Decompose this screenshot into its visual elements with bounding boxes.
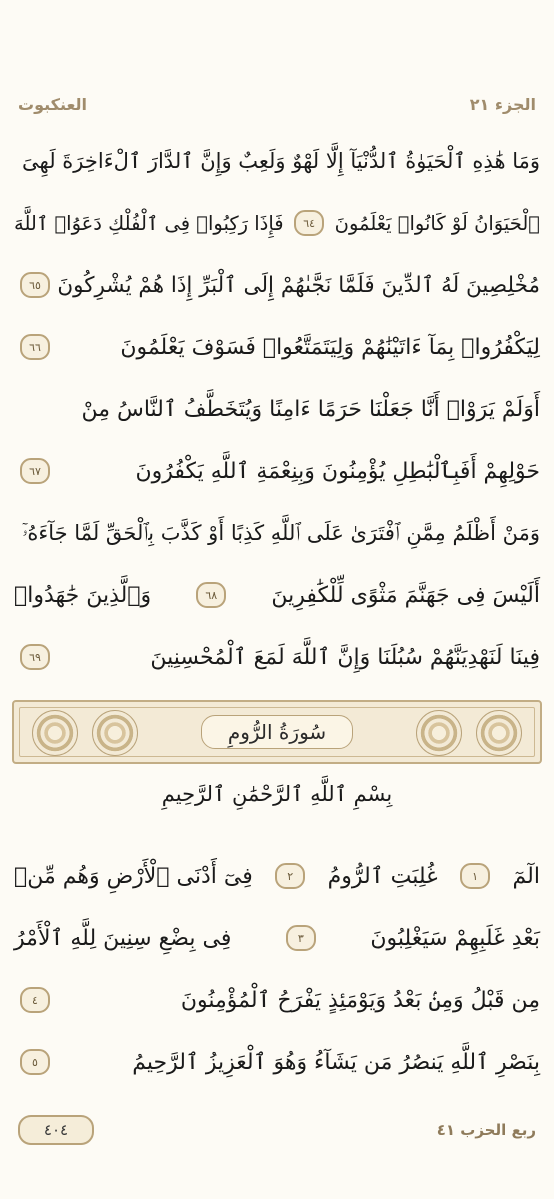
verse-text: مُخْلِصِينَ لَهُ ٱلدِّينَ فَلَمَّا نَجَّىٰهُمْ إِلَى ٱلْبَرِّ إِذَا هُمْ يُشْرِكُونَ — [57, 272, 540, 298]
ayah-number-marker: ٦٥ — [20, 272, 50, 298]
ayah-number-marker: ٤ — [20, 987, 50, 1013]
rosette-ornament-icon — [32, 710, 78, 756]
ayah-number-marker: ٦٦ — [20, 334, 50, 360]
verse-text: فِىٓ أَدْنَى ٱلْأَرْضِ وَهُم مِّنۢ — [14, 863, 253, 889]
verse-line — [14, 440, 540, 502]
ayah-number-marker: ٦٩ — [20, 644, 50, 670]
verse-line — [14, 845, 540, 907]
verse-text: مِن قَبْلُ وَمِنۢ بَعْدُ وَيَوْمَئِذٍ يَفْرَحُ ٱلْمُؤْمِنُونَ — [180, 987, 540, 1013]
verse-text: فِينَا لَنَهْدِيَنَّهُمْ سُبُلَنَا وَإِنَّ ٱللَّهَ لَمَعَ ٱلْمُحْسِنِينَ — [150, 644, 540, 670]
juz-label: الجزء ٢١ — [469, 94, 536, 114]
verse-line — [14, 130, 540, 192]
rosette-ornament-icon — [416, 710, 462, 756]
page-number-badge — [18, 1115, 94, 1145]
verse-text: وَٱلَّذِينَ جَٰهَدُوا۟ — [14, 582, 152, 608]
ayah-number-marker: ٣ — [286, 925, 316, 951]
ayah-number-marker: ٦٤ — [294, 210, 324, 236]
page-header — [18, 90, 536, 118]
verse-line — [14, 969, 540, 1031]
verse-text: أَوَلَمْ يَرَوْا۟ أَنَّا جَعَلْنَا حَرَمًا ءَامِنًا وَيُتَخَطَّفُ ٱلنَّاسُ مِنْ — [81, 396, 540, 422]
verse-line — [14, 564, 540, 626]
verse-line — [14, 254, 540, 316]
page-number: ٤٠٤ — [43, 1121, 69, 1139]
rosette-ornament-icon — [92, 710, 138, 756]
verse-text: فِى بِضْعِ سِنِينَ لِلَّهِ ٱلْأَمْرُ — [14, 925, 232, 951]
surah-name: العنكبوت — [18, 94, 87, 114]
verse-line — [14, 907, 540, 969]
ayah-number-marker: ٥ — [20, 1049, 50, 1075]
page-footer — [18, 1115, 536, 1145]
verse-text: أَلَيْسَ فِى جَهَنَّمَ مَثْوًى لِّلْكَٰفِرِينَ — [271, 582, 540, 608]
verse-line — [14, 378, 540, 440]
verses-block-bottom — [14, 845, 540, 1093]
basmala: بِسْمِ ٱللَّهِ ٱلرَّحْمَٰنِ ٱلرَّحِيمِ — [161, 782, 393, 806]
verse-line — [14, 192, 540, 254]
verse-line — [14, 502, 540, 564]
rosette-ornament-icon — [476, 710, 522, 756]
verse-line — [14, 1031, 540, 1093]
verse-text: حَوْلِهِمْ أَفَبِٱلْبَٰطِلِ يُؤْمِنُونَ وَبِنِعْمَةِ ٱللَّهِ يَكْفُرُونَ — [135, 458, 540, 484]
surah-title: سُورَةُ الرُّومِ — [201, 715, 353, 749]
ayah-number-marker: ١ — [460, 863, 490, 889]
verse-text: ٱلْحَيَوَانُ لَوْ كَانُوا۟ يَعْلَمُونَ — [334, 211, 540, 235]
verse-text: بَعْدِ غَلَبِهِمْ سَيَغْلِبُونَ — [370, 925, 540, 951]
verse-line — [14, 316, 540, 378]
verse-text: بِنَصْرِ ٱللَّهِ يَنصُرُ مَن يَشَآءُ وَهُوَ ٱلْعَزِيزُ ٱلرَّحِيمُ — [132, 1049, 540, 1075]
verse-text: وَمَا هَٰذِهِ ٱلْحَيَوٰةُ ٱلدُّنْيَآ إِلَّا لَهْوٌ وَلَعِبٌ وَإِنَّ ٱلدَّارَ ٱلْءَاخِرَةَ لَهِىَ — [22, 149, 540, 173]
verse-text: الٓمٓ — [512, 863, 540, 889]
ayah-number-marker: ٢ — [275, 863, 305, 889]
verse-text: غُلِبَتِ ٱلرُّومُ — [327, 863, 438, 889]
verses-block-top — [14, 130, 540, 688]
surah-banner — [12, 700, 542, 764]
verse-text: لِيَكْفُرُوا۟ بِمَآ ءَاتَيْنَٰهُمْ وَلِيَتَمَتَّعُوا۟ فَسَوْفَ يَعْلَمُونَ — [120, 334, 540, 360]
verse-line — [14, 626, 540, 688]
ayah-number-marker: ٦٧ — [20, 458, 50, 484]
verse-text: وَمَنْ أَظْلَمُ مِمَّنِ ٱفْتَرَىٰ عَلَى ٱللَّهِ كَذِبًا أَوْ كَذَّبَ بِٱلْحَقِّ لَمَّا جَآءَهُۥٓ — [22, 520, 540, 545]
hizb-marker: ربع الحزب ٤١ — [436, 1121, 536, 1139]
ayah-number-marker: ٦٨ — [196, 582, 226, 608]
verse-text: فَإِذَا رَكِبُوا۟ فِى ٱلْفُلْكِ دَعَوُا۟ ٱللَّهَ — [14, 211, 284, 235]
